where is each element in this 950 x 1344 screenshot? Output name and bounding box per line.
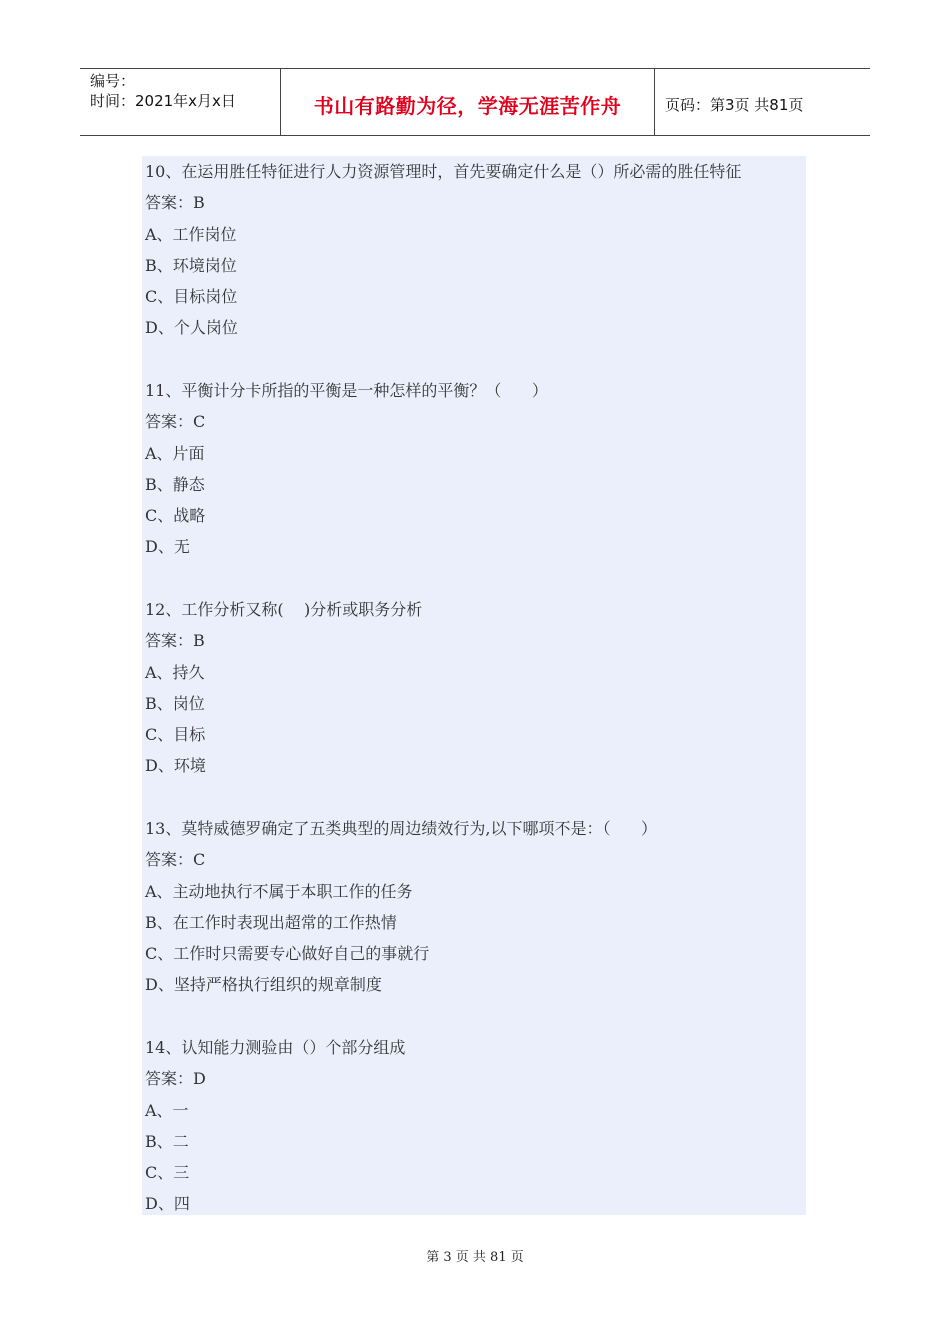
option-a: A、片面 <box>145 443 205 463</box>
question-item <box>145 594 805 782</box>
option-a: A、主动地执行不属于本职工作的任务 <box>145 881 413 901</box>
option-a: A、一 <box>145 1100 189 1120</box>
option-c: C、目标岗位 <box>145 287 238 307</box>
answer-text: 答案：D <box>145 1069 206 1089</box>
question-text: 11、平衡计分卡所指的平衡是一种怎样的平衡？（ ） <box>145 381 548 400</box>
document-date-label: 时间：2021年x月x日 <box>90 92 236 110</box>
question-item <box>145 813 805 1001</box>
question-item <box>145 1032 805 1220</box>
header-page-cell <box>655 69 870 135</box>
footer-page-number: 第 3 页 共 81 页 <box>426 1250 524 1265</box>
option-b: B、环境岗位 <box>145 255 237 275</box>
question-text: 12、工作分析又称( )分析或职务分析 <box>145 600 423 619</box>
answer-text: 答案：B <box>145 631 205 651</box>
option-c: C、战略 <box>145 506 206 526</box>
question-text: 10、在运用胜任特征进行人力资源管理时，首先要确定什么是（）所必需的胜任特征 <box>145 162 742 181</box>
header-motto: 书山有路勤为径，学海无涯苦作舟 <box>313 93 622 118</box>
header-motto-cell <box>281 69 655 135</box>
option-c: C、工作时只需要专心做好自己的事就行 <box>145 944 430 964</box>
page-footer <box>0 1246 950 1265</box>
option-a: A、工作岗位 <box>145 224 237 244</box>
option-b: B、静态 <box>145 474 205 494</box>
answer-text: 答案：C <box>145 412 206 432</box>
option-d: D、无 <box>145 537 190 557</box>
header-page-info: 页码：第3页 共81页 <box>665 95 804 114</box>
option-a: A、持久 <box>145 662 205 682</box>
option-d: D、环境 <box>145 756 206 776</box>
option-d: D、四 <box>145 1194 190 1214</box>
option-b: B、在工作时表现出超常的工作热情 <box>145 912 397 932</box>
option-d: D、个人岗位 <box>145 318 238 338</box>
option-b: B、二 <box>145 1131 189 1151</box>
page-header <box>80 68 870 136</box>
option-c: C、目标 <box>145 725 206 745</box>
question-text: 14、认知能力测验由（）个部分组成 <box>145 1038 406 1057</box>
header-meta-cell <box>80 69 281 135</box>
question-item <box>145 156 805 344</box>
option-b: B、岗位 <box>145 693 205 713</box>
answer-text: 答案：B <box>145 193 205 213</box>
document-number-label: 编号： <box>90 72 136 90</box>
question-list <box>142 156 806 1215</box>
option-d: D、坚持严格执行组织的规章制度 <box>145 975 382 995</box>
question-item <box>145 375 805 563</box>
question-text: 13、莫特威德罗确定了五类典型的周边绩效行为,以下哪项不是：（ ） <box>145 819 657 838</box>
option-c: C、三 <box>145 1163 190 1183</box>
answer-text: 答案：C <box>145 850 206 870</box>
